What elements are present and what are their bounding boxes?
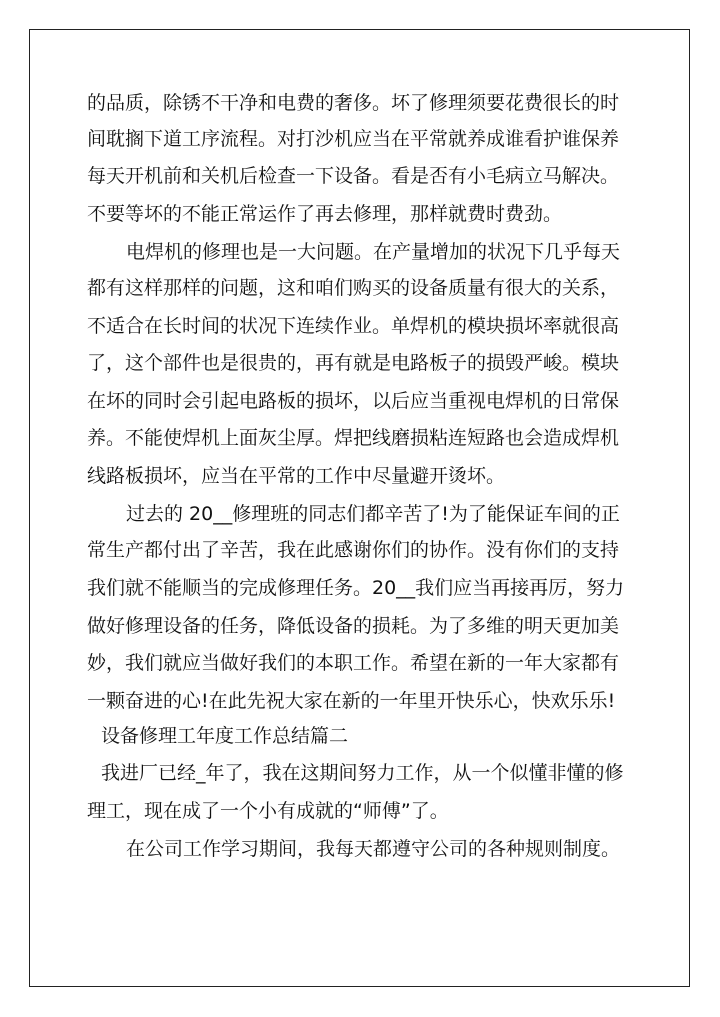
text-line: 的品质，除锈不干净和电费的奢侈。坏了修理须要花费很长的时	[87, 92, 620, 114]
text-line: 每天开机前和关机后检查一下设备。看是否有小毛病立马解决。	[87, 165, 620, 187]
text-line: 线路板损坏，应当在平常的工作中尽量避开烫坏。	[87, 465, 506, 487]
text-line: 间耽搁下道工序流程。对打沙机应当在平常就养成谁看护谁保养	[87, 128, 620, 150]
text-line: 理工，现在成了一个小有成就的“师傅”了。	[87, 800, 449, 822]
text-line: 我们就不能顺当的完成修理任务。20__我们应当再接再厉，努力	[87, 577, 625, 599]
text-line: 不要等坏的不能正常运作了再去修理，那样就费时费劲。	[87, 203, 563, 225]
text-line: 妙，我们就应当做好我们的本职工作。希望在新的一年大家都有	[87, 652, 620, 674]
paragraph-start-line: 在公司工作学习期间，我每天都遵守公司的各种规则制度。	[126, 838, 621, 860]
section-heading: 设备修理工年度工作总结篇二	[101, 725, 349, 747]
text-line: 不适合在长时间的状况下连续作业。单焊机的模块损坏率就很高	[87, 315, 620, 337]
text-line: 在坏的同时会引起电路板的损坏，以后应当重视电焊机的日常保	[87, 390, 620, 412]
paragraph-start-line: 电焊机的修理也是一大问题。在产量增加的状况下几乎每天	[126, 241, 621, 263]
text-line: 养。不能使焊机上面灰尘厚。焊把线磨损粘连短路也会造成焊机	[87, 427, 620, 449]
text-line: 做好修理设备的任务，降低设备的损耗。为了多维的明天更加美	[87, 615, 620, 637]
text-line: 常生产都付出了辛苦，我在此感谢你们的协作。没有你们的支持	[87, 539, 620, 561]
paragraph-start-line: 过去的 20__修理班的同志们都辛苦了!为了能保证车间的正	[126, 503, 620, 525]
paragraph-start-line: 我进厂已经_年了，我在这期间努力工作，从一个似懂非懂的修	[101, 762, 624, 784]
text-line: 了，这个部件也是很贵的，再有就是电路板子的损毁严峻。模块	[87, 352, 620, 374]
text-line: 一颗奋进的心!在此先祝大家在新的一年里开快乐心，快欢乐乐!	[87, 690, 616, 712]
text-line: 都有这样那样的问题，这和咱们购买的设备质量有很大的关系，	[87, 277, 620, 299]
